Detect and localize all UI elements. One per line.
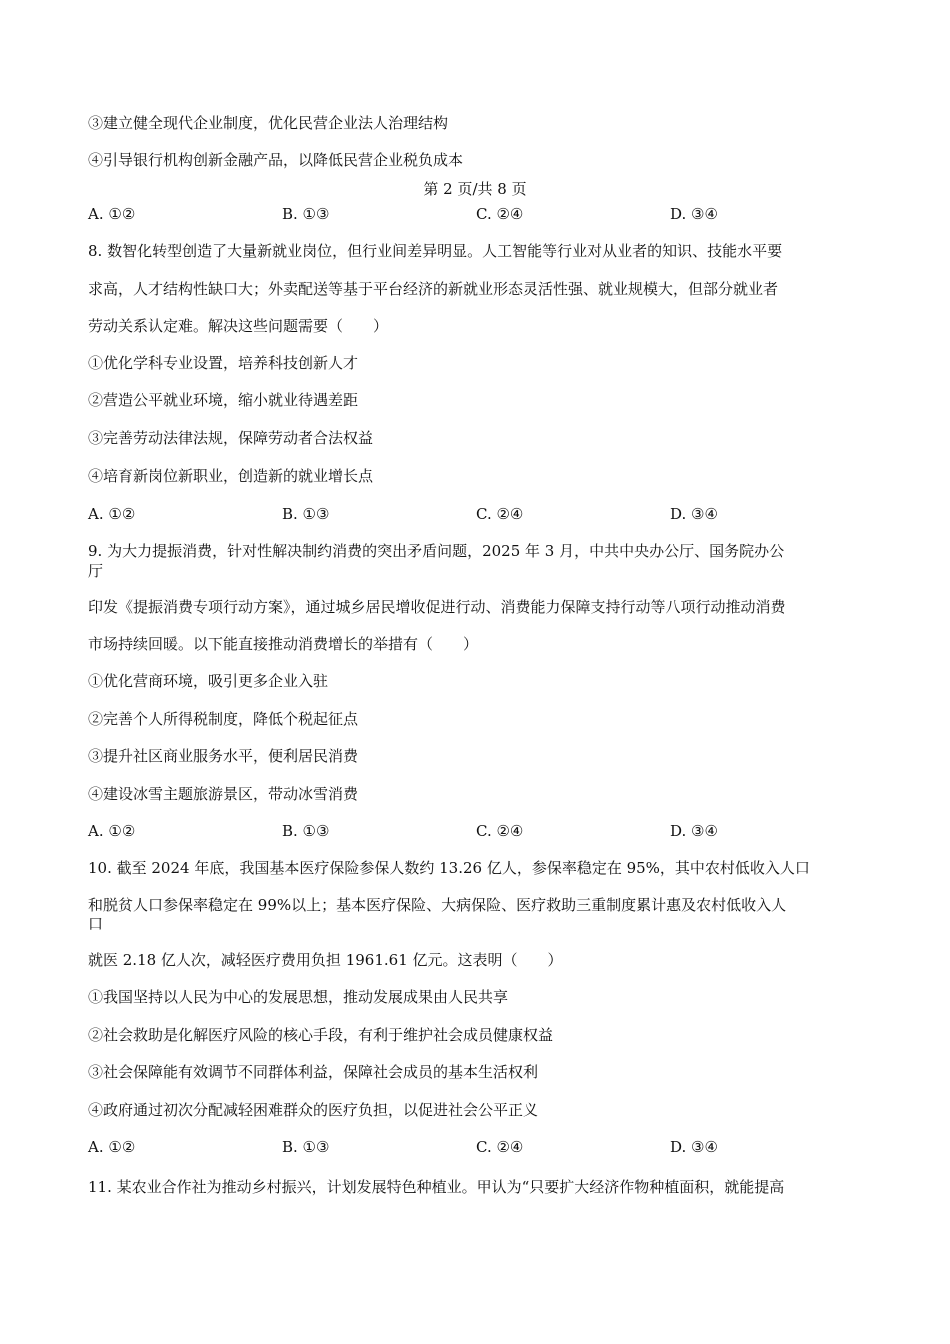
q7-option-a: A. ①② bbox=[88, 205, 136, 223]
q9-option-c: C. ②④ bbox=[476, 822, 524, 840]
q11-stem-line-1: 11. 某农业合作社为推动乡村振兴，计划发展特色种植业。甲认为“只要扩大经济作物种植面积，就能提高 bbox=[88, 1178, 785, 1196]
q10-item-1: ①我国坚持以人民为中心的发展思想，推动发展成果由人民共享 bbox=[88, 988, 509, 1006]
q9-stem-line-2: 厅 bbox=[88, 562, 104, 580]
q7-option-c: C. ②④ bbox=[476, 205, 524, 223]
q7-option-d: D. ③④ bbox=[670, 205, 718, 223]
q10-option-a: A. ①② bbox=[88, 1138, 136, 1156]
q8-stem-line-3: 劳动关系认定难。解决这些问题需要（ ） bbox=[88, 317, 389, 335]
q8-option-c: C. ②④ bbox=[476, 505, 524, 523]
q8-option-b: B. ①③ bbox=[282, 505, 330, 523]
q7-item-3: ③建立健全现代企业制度，优化民营企业法人治理结构 bbox=[88, 114, 449, 132]
q10-item-4: ④政府通过初次分配减轻困难群众的医疗负担，以促进社会公平正义 bbox=[88, 1101, 539, 1119]
q9-stem-line-4: 市场持续回暖。以下能直接推动消费增长的举措有（ ） bbox=[88, 635, 479, 653]
q9-item-1: ①优化营商环境，吸引更多企业入驻 bbox=[88, 672, 329, 690]
q9-option-b: B. ①③ bbox=[282, 822, 330, 840]
q10-option-c: C. ②④ bbox=[476, 1138, 524, 1156]
q9-option-d: D. ③④ bbox=[670, 822, 718, 840]
q9-stem-line-3: 印发《提振消费专项行动方案》，通过城乡居民增收促进行动、消费能力保障支持行动等八项行动推动消费 bbox=[88, 598, 786, 616]
q9-stem-line-1: 9. 为大力提振消费，针对性解决制约消费的突出矛盾问题，2025 年 3 月，中共中央办公厅、国务院办公 bbox=[88, 542, 785, 560]
q10-stem-line-3: 口 bbox=[88, 915, 104, 933]
q7-option-b: B. ①③ bbox=[282, 205, 330, 223]
q10-option-d: D. ③④ bbox=[670, 1138, 718, 1156]
q7-item-4: ④引导银行机构创新金融产品，以降低民营企业税负成本 bbox=[88, 151, 464, 169]
q8-item-3: ③完善劳动法律法规，保障劳动者合法权益 bbox=[88, 429, 374, 447]
q10-stem-line-4: 就医 2.18 亿人次，减轻医疗费用负担 1961.61 亿元。这表明（ ） bbox=[88, 951, 563, 969]
q9-option-a: A. ①② bbox=[88, 822, 136, 840]
q8-item-4: ④培育新岗位新职业，创造新的就业增长点 bbox=[88, 467, 374, 485]
q9-item-2: ②完善个人所得税制度，降低个税起征点 bbox=[88, 710, 359, 728]
q8-stem-line-1: 8. 数智化转型创造了大量新就业岗位，但行业间差异明显。人工智能等行业对从业者的知识、技能水平要 bbox=[88, 242, 783, 260]
q9-item-3: ③提升社区商业服务水平，便利居民消费 bbox=[88, 747, 359, 765]
q8-option-a: A. ①② bbox=[88, 505, 136, 523]
q8-stem-line-2: 求高，人才结构性缺口大；外卖配送等基于平台经济的新就业形态灵活性强、就业规模大，但部分就业者 bbox=[88, 280, 779, 298]
page-number: 第 2 页/共 8 页 bbox=[423, 180, 527, 198]
q8-option-d: D. ③④ bbox=[670, 505, 718, 523]
q8-item-1: ①优化学科专业设置，培养科技创新人才 bbox=[88, 354, 359, 372]
q10-option-b: B. ①③ bbox=[282, 1138, 330, 1156]
q10-item-3: ③社会保障能有效调节不同群体利益，保障社会成员的基本生活权利 bbox=[88, 1063, 539, 1081]
q10-item-2: ②社会救助是化解医疗风险的核心手段，有利于维护社会成员健康权益 bbox=[88, 1026, 554, 1044]
q10-stem-line-2: 和脱贫人口参保率稳定在 99%以上；基本医疗保险、大病保险、医疗救助三重制度累计惠及农村低收入人 bbox=[88, 896, 787, 914]
q8-item-2: ②营造公平就业环境，缩小就业待遇差距 bbox=[88, 391, 359, 409]
q10-stem-line-1: 10. 截至 2024 年底，我国基本医疗保险参保人数约 13.26 亿人，参保率稳定在 95%，其中农村低收入人口 bbox=[88, 859, 810, 877]
q9-item-4: ④建设冰雪主题旅游景区，带动冰雪消费 bbox=[88, 785, 359, 803]
